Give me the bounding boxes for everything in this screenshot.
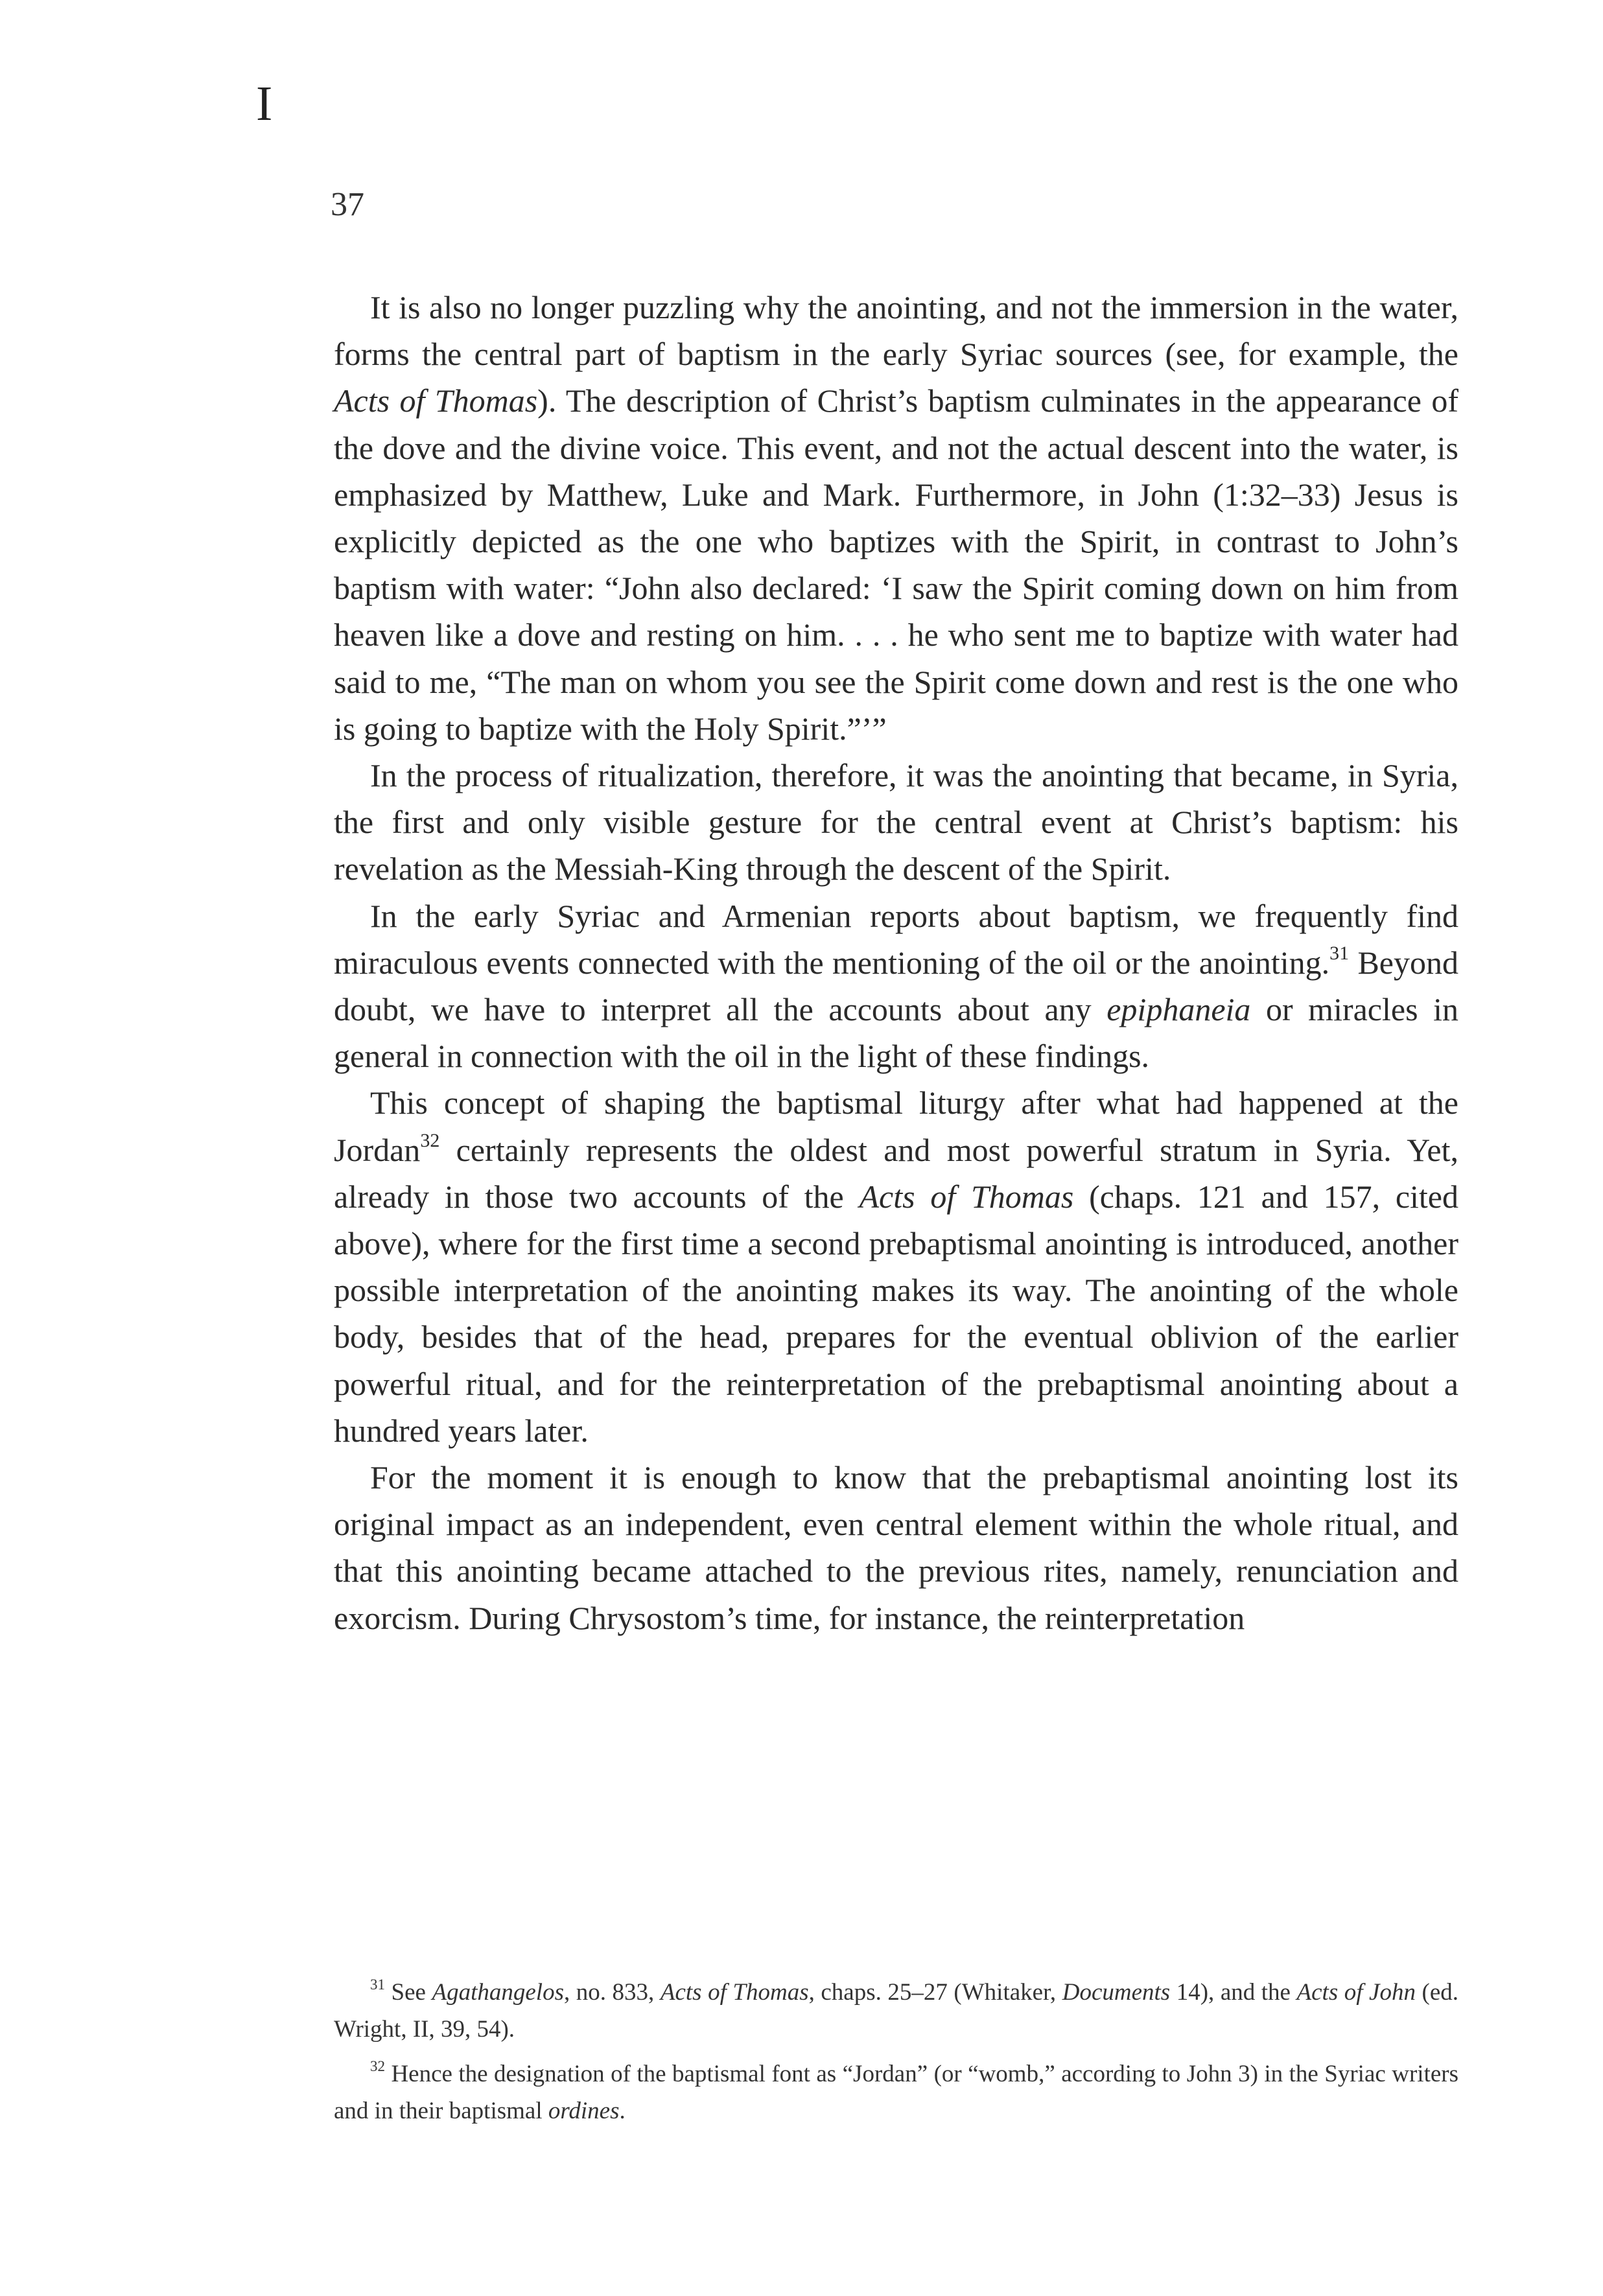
- body-text: [334, 284, 1458, 1641]
- margin-mark: I: [256, 76, 273, 131]
- footnote-32: $^{32}$ Hence the designation of the baptismal font as “Jordan” (or “womb,” according to John 3) in the Syriac writers and in their baptismal ordines.: [334, 2058, 1458, 2124]
- paragraph-5: For the moment it is enough to know that the prebaptismal anointing lost its original impact as an independent, even central element within the whole ritual, and that this anointing became attached to the previous rites, namely, renunciation and exorcism. During Chrysostom’s time, for instance, the reinterpretation: [334, 1459, 1458, 1636]
- footnote-31: $^{31}$ See Agathangelos, no. 833, Acts of Thomas, chaps. 25–27 (Whitaker, Documents 14), and the Acts of John (ed. Wright, II, 39, 54).: [334, 1976, 1459, 2043]
- footnote-number: 32: [370, 2058, 385, 2074]
- page-number: 37: [331, 186, 364, 223]
- italic-term: epiphaneia: [1106, 991, 1251, 1028]
- italic-title: Acts of Thomas: [859, 1178, 1074, 1215]
- paragraph-1: It is also no longer puzzling why the anointing, and not the immersion in the water, forms the central part of baptism in the early Syriac sources (see, for example, the Acts of Thomas). The description of Christ’s baptism culminates in the appearance of the dove and the divine voice. This event, and not the actual descent into the water, is emphasized by Matthew, Luke and Mark. Furthermore, in John (1:32–33) Jesus is explicitly depicted as the one who baptizes with the Spirit, in contrast to John’s baptism with water: “John also declared: ‘I saw the Spirit coming down on him from heaven like a dove and resting on him. . . . he who sent me to baptize with water had said to me, “The man on whom you see the Spirit come down and rest is the one who is going to baptize with the Holy Spirit.”’”: [334, 289, 1458, 747]
- footnotes: [334, 1974, 1458, 2137]
- footnote-ref-31: 31: [1329, 942, 1350, 964]
- paragraph-4: This concept of shaping the baptismal liturgy after what had happened at the Jordan$^{32}$ certainly represents the oldest and most powerful stratum in Syria. Yet, already in those two accounts of the Acts of Thomas (chaps. 121 and 157, cited above), where for the first time a second prebaptismal anointing is introduced, another possible interpretation of the anointing makes its way. The anointing of the whole body, besides that of the head, prepares for the eventual oblivion of the earlier powerful ritual, and for the reinterpretation of the prebaptismal anointing about a hundred years later.: [334, 1084, 1458, 1449]
- footnote-number: 31: [370, 1976, 385, 1993]
- paragraph-2: In the process of ritualization, therefore, it was the anointing that became, in Syria, the first and only visible gesture for the central event at Christ’s baptism: his revelation as the Messiah-King through the descent of the Spirit.: [334, 757, 1458, 887]
- italic-title: Acts of Thomas: [334, 382, 538, 419]
- paragraph-3: In the early Syriac and Armenian reports about baptism, we frequently find miraculous events connected with the mentioning of the oil or the anointing.$^{31}$ Beyond doubt, we have to interpret all the accounts about any epiphaneia or miracles in general in connection with the oil in the light of these findings.: [334, 897, 1458, 1075]
- footnote-ref-32: 32: [420, 1129, 440, 1151]
